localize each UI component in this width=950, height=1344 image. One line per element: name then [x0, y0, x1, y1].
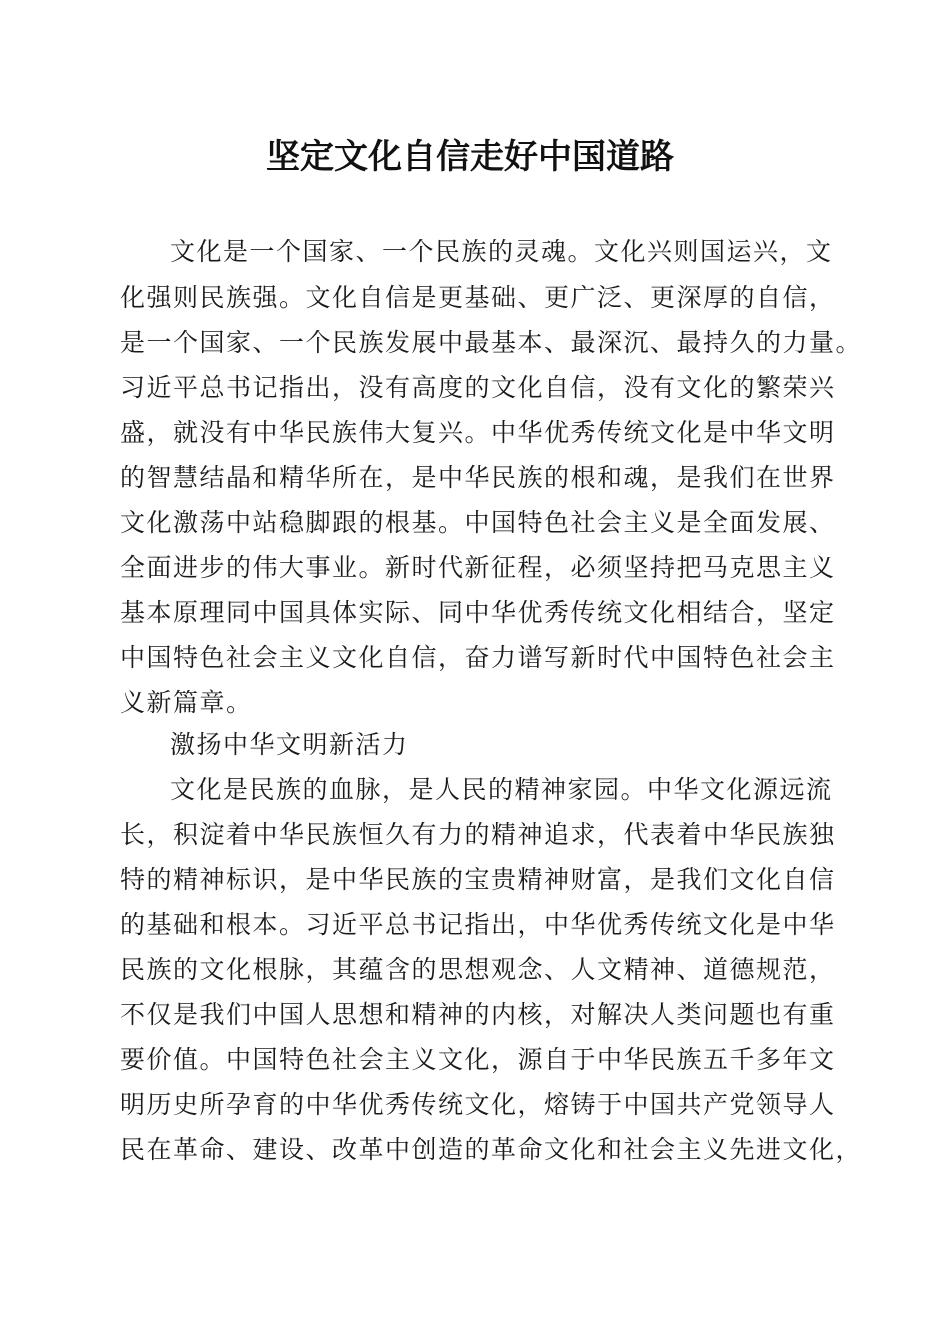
paragraph-line: 是一个国家、一个民族发展中最基本、最深沉、最持久的力量。	[120, 328, 863, 357]
paragraph-line: 明历史所孕育的中华优秀传统文化，熔铸于中国共产党领导人	[120, 1090, 836, 1119]
paragraph-line: 要价值。中国特色社会主义文化，源自于中华民族五千多年文	[120, 1045, 836, 1074]
paragraph-line: 长，积淀着中华民族恒久有力的精神追求，代表着中华民族独	[120, 820, 836, 849]
paragraph-line: 文化激荡中站稳脚跟的根基。中国特色社会主义是全面发展、	[120, 508, 836, 537]
paragraph-line: 化强则民族强。文化自信是更基础、更广泛、更深厚的自信，	[120, 283, 836, 312]
paragraph-line: 民族的文化根脉，其蕴含的思想观念、人文精神、道德规范，	[120, 955, 836, 984]
section-heading: 激扬中华文明新活力	[170, 730, 409, 759]
paragraph-line: 文化是一个国家、一个民族的灵魂。文化兴则国运兴，文	[170, 237, 833, 266]
document-title: 坚定文化自信走好中国道路	[266, 137, 674, 177]
paragraph-line: 全面进步的伟大事业。新时代新征程，必须坚持把马克思主义	[120, 553, 836, 582]
paragraph-line: 基本原理同中国具体实际、同中华优秀传统文化相结合，坚定	[120, 598, 836, 627]
paragraph-line: 盛，就没有中华民族伟大复兴。中华优秀传统文化是中华文明	[120, 418, 836, 447]
paragraph-line: 中国特色社会主义文化自信，奋力谱写新时代中国特色社会主	[120, 643, 836, 672]
paragraph-line: 文化是民族的血脉，是人民的精神家园。中华文化源远流	[170, 775, 833, 804]
paragraph-line: 民在革命、建设、改革中创造的革命文化和社会主义先进文化，	[120, 1135, 863, 1164]
paragraph-line: 的智慧结晶和精华所在，是中华民族的根和魂，是我们在世界	[120, 463, 836, 492]
paragraph-line: 习近平总书记指出，没有高度的文化自信，没有文化的繁荣兴	[120, 373, 836, 402]
paragraph-line: 的基础和根本。习近平总书记指出，中华优秀传统文化是中华	[120, 910, 836, 939]
paragraph-line: 不仅是我们中国人思想和精神的内核，对解决人类问题也有重	[120, 1000, 836, 1029]
paragraph-line: 义新篇章。	[120, 688, 253, 717]
paragraph-line: 特的精神标识，是中华民族的宝贵精神财富，是我们文化自信	[120, 865, 836, 894]
